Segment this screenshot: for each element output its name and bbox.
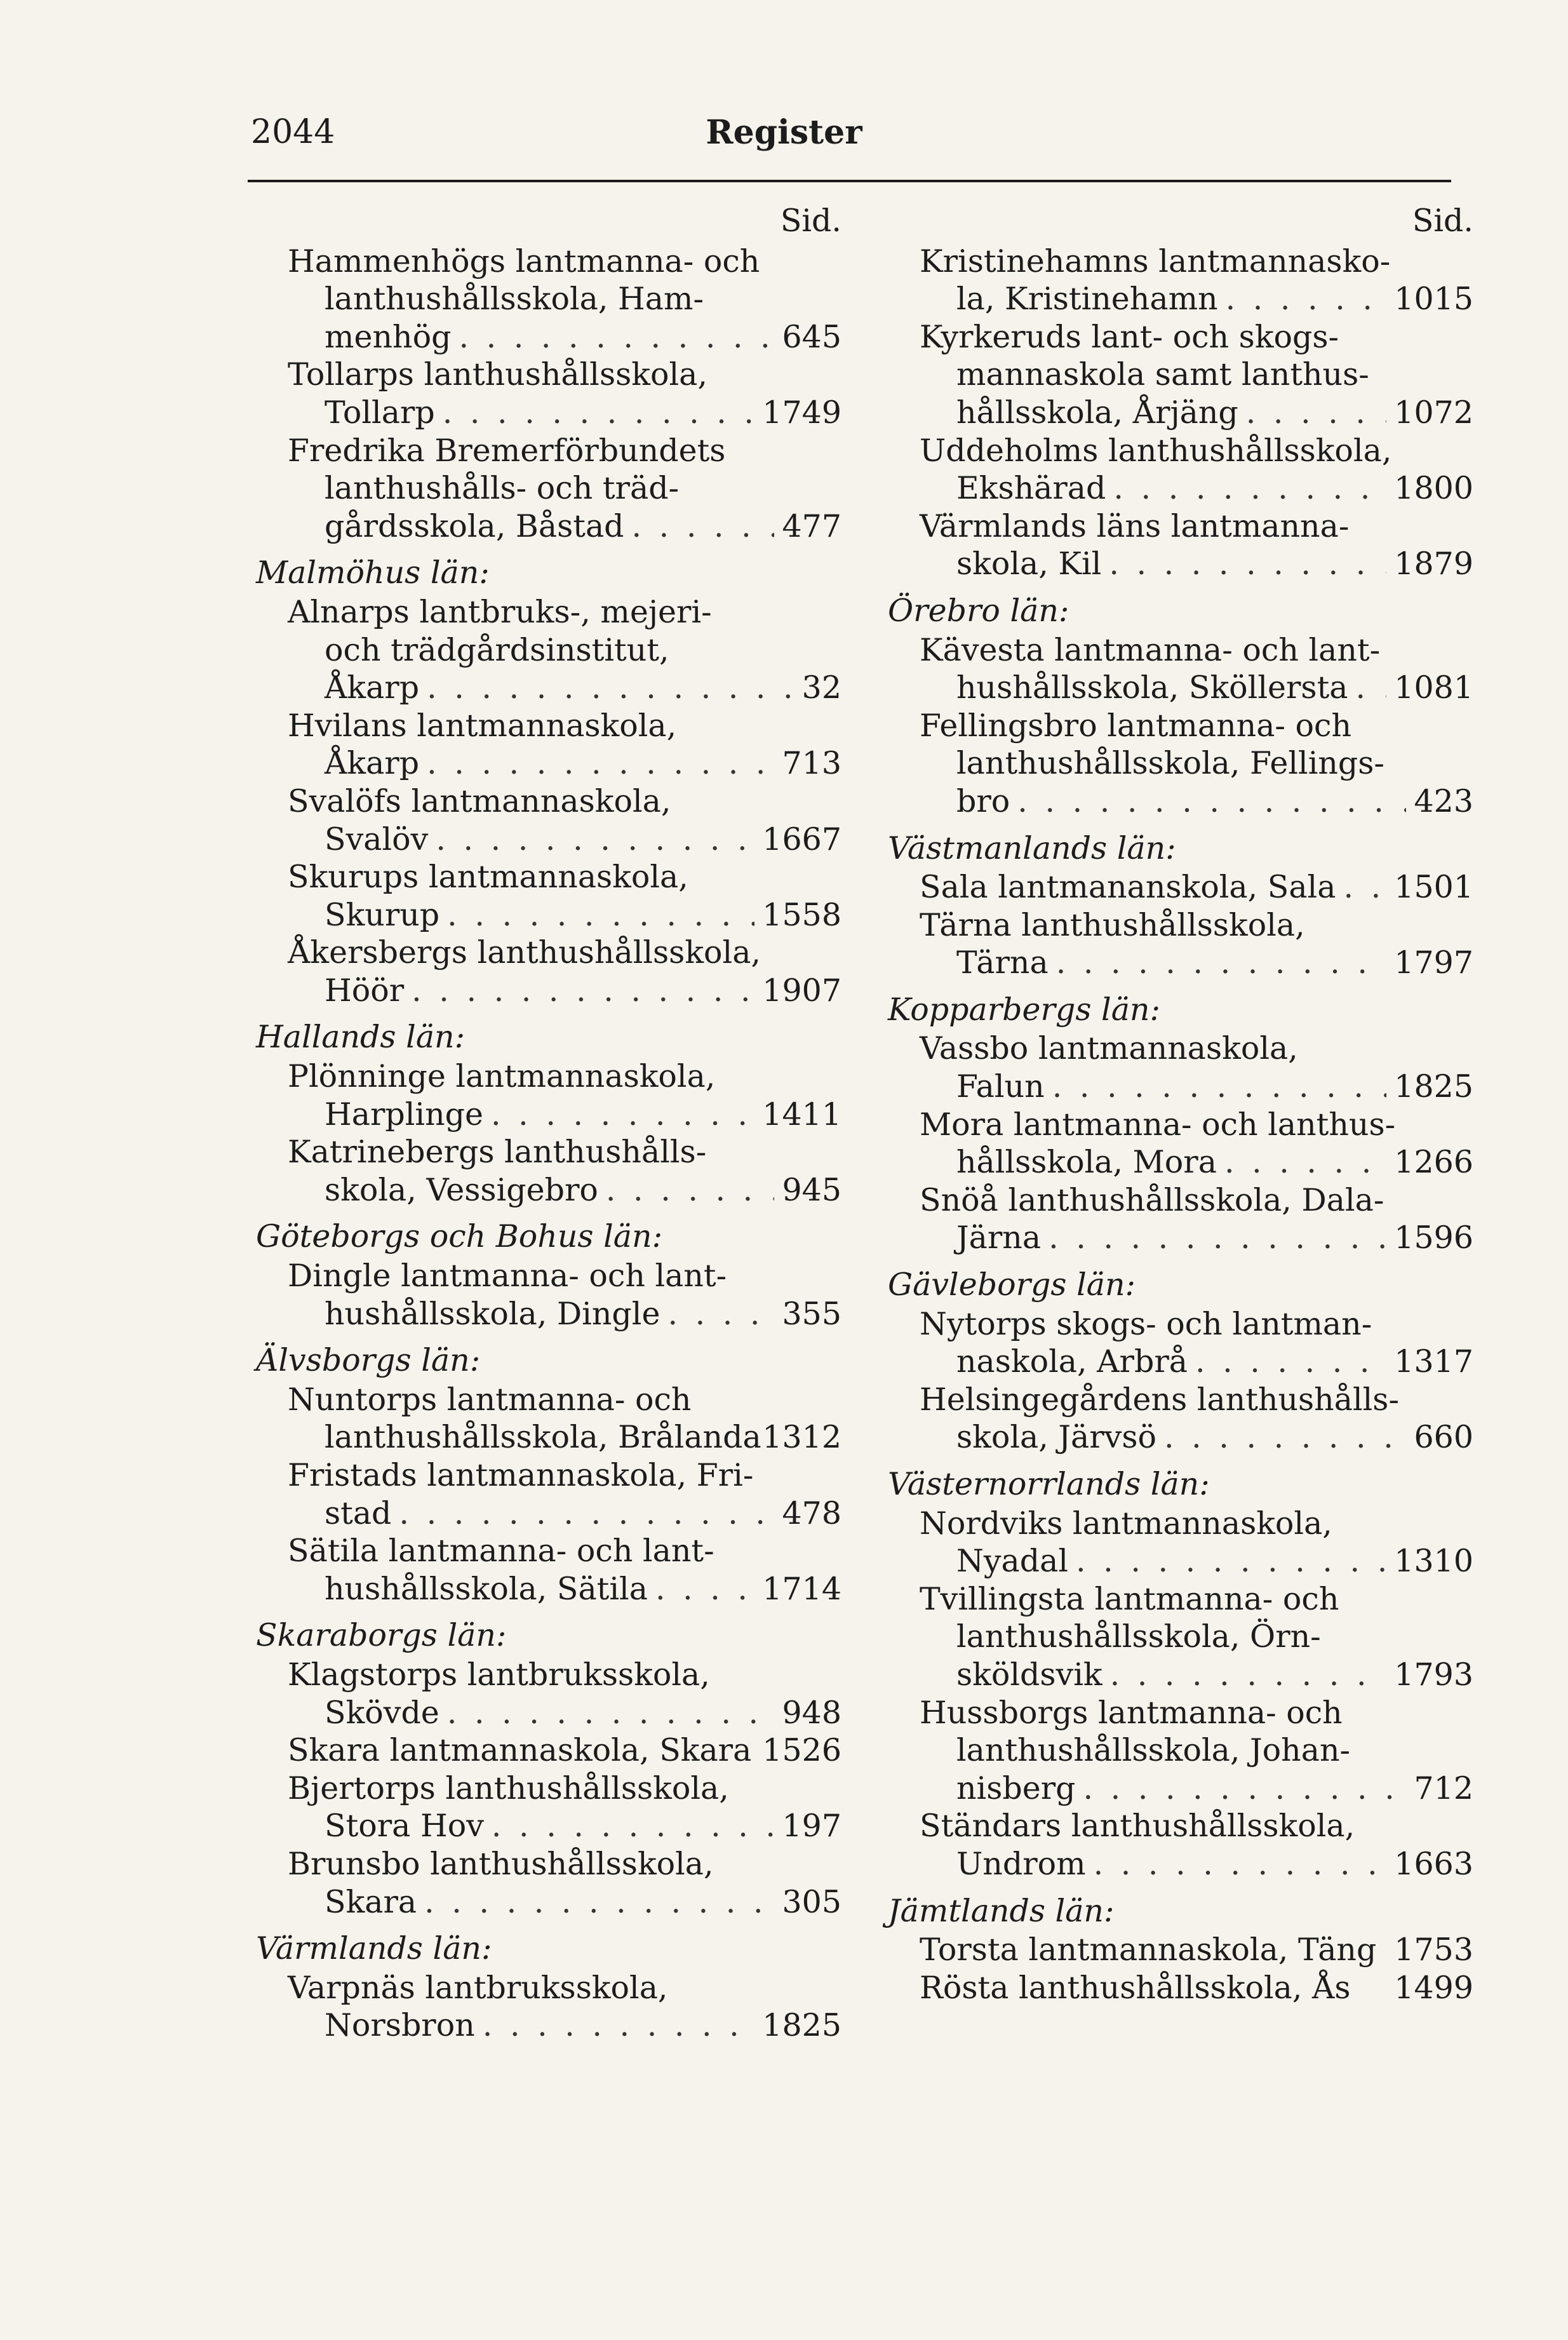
entry-text-line: Sala lantmananskola, Sala bbox=[920, 869, 1336, 906]
page-ref: 1596 bbox=[1394, 1220, 1473, 1256]
dot-leader bbox=[447, 896, 754, 934]
index-entry bbox=[251, 1381, 841, 1456]
index-entry bbox=[883, 1305, 1473, 1381]
index-entry bbox=[883, 906, 1473, 982]
entry-text-line: Vassbo lantmannaskola, bbox=[920, 1030, 1298, 1067]
entry-text-line: Nordviks lantmannaskola, bbox=[920, 1505, 1332, 1542]
index-entry bbox=[251, 356, 841, 431]
index-entry bbox=[251, 243, 841, 356]
entry-text-line: Kävesta lantmanna- och lant- bbox=[920, 631, 1381, 668]
index-entry bbox=[251, 1656, 841, 1731]
entry-text-line: Plönninge lantmannaskola, bbox=[288, 1058, 716, 1095]
dot-leader bbox=[1164, 1418, 1406, 1456]
entry-text-line: Varpnäs lantbruksskola, bbox=[288, 1969, 668, 2006]
dot-leader bbox=[655, 1570, 754, 1608]
dot-leader bbox=[447, 1694, 775, 1732]
entry-text-line: och trädgårdsinstitut, bbox=[325, 631, 669, 668]
index-column-right bbox=[883, 202, 1473, 2007]
page-ref: 1667 bbox=[762, 821, 841, 857]
dot-leader bbox=[492, 1807, 775, 1845]
entry-text-line: Rösta lanthushållsskola, Ås bbox=[920, 1969, 1351, 2006]
entry-text-line: Torsta lantmannaskola, Täng bbox=[920, 1932, 1377, 1968]
page-ref: 713 bbox=[782, 745, 841, 782]
header-rule bbox=[248, 180, 1451, 182]
dot-leader bbox=[399, 1495, 774, 1533]
page-ref: 1797 bbox=[1394, 945, 1473, 981]
entry-text-line: Skurup bbox=[325, 896, 440, 933]
page-ref: 1825 bbox=[762, 2007, 841, 2044]
page-ref: 197 bbox=[782, 1808, 841, 1845]
index-entry bbox=[251, 858, 841, 934]
county-heading: Älvsborgs län: bbox=[256, 1342, 481, 1379]
entry-text-line: sköldsvik bbox=[956, 1656, 1102, 1693]
county-heading: Malmöhus län: bbox=[256, 555, 490, 591]
entry-text-line: menhög bbox=[325, 318, 452, 355]
entry-text-line: Brunsbo lanthushållsskola, bbox=[288, 1845, 714, 1882]
county-heading: Västmanlands län: bbox=[888, 830, 1176, 866]
entry-text-line: nisberg bbox=[956, 1770, 1076, 1806]
entry-text-line: Mora lantmanna- och lanthus- bbox=[920, 1106, 1396, 1143]
dot-leader bbox=[1052, 1068, 1387, 1106]
page-ref: 305 bbox=[782, 1883, 841, 1920]
page-ref: 1266 bbox=[1394, 1144, 1473, 1181]
entry-text-line: Kristinehamns lantmannasko- bbox=[920, 243, 1391, 279]
entry-text-line: naskola, Arbrå bbox=[956, 1343, 1188, 1380]
index-entry bbox=[883, 1030, 1473, 1105]
index-entry bbox=[251, 1770, 841, 1845]
entry-text-line: Klagstorps lantbruksskola, bbox=[288, 1656, 710, 1693]
entry-text-line: hushållsskola, Sköllersta bbox=[956, 669, 1348, 706]
dot-leader bbox=[1195, 1343, 1386, 1381]
page-ref: 1714 bbox=[762, 1570, 841, 1607]
index-entry bbox=[883, 508, 1473, 583]
index-entry bbox=[251, 1257, 841, 1333]
index-entry bbox=[251, 1133, 841, 1209]
county-heading: Västernorrlands län: bbox=[888, 1466, 1210, 1502]
page-ref: 1879 bbox=[1394, 546, 1473, 582]
index-entry bbox=[883, 318, 1473, 432]
entry-text-line: skola, Vessigebro bbox=[325, 1171, 598, 1208]
entry-text-line: lanthushållsskola, Fellings- bbox=[956, 745, 1384, 782]
dot-leader bbox=[1224, 1143, 1386, 1181]
entry-text-line: Svalöv bbox=[325, 821, 429, 857]
county-heading: Hallands län: bbox=[256, 1019, 466, 1056]
index-entry bbox=[251, 1532, 841, 1608]
dot-leader bbox=[436, 821, 754, 859]
page-ref: 1907 bbox=[762, 972, 841, 1009]
entry-text-line: Uddeholms lanthushållsskola, bbox=[920, 432, 1392, 469]
dot-leader bbox=[632, 508, 775, 546]
index-entry bbox=[883, 1181, 1473, 1257]
entry-text-line: Hussborgs lantmanna- och bbox=[920, 1694, 1343, 1731]
entry-text-line: Tvillingsta lantmanna- och bbox=[920, 1580, 1339, 1617]
entry-text-line: Skövde bbox=[325, 1694, 439, 1731]
entry-text-line: Höör bbox=[325, 972, 405, 1009]
dot-leader bbox=[427, 744, 774, 783]
entry-text-line: Kyrkeruds lant- och skogs- bbox=[920, 318, 1339, 355]
page-ref: 948 bbox=[782, 1694, 841, 1731]
page-ref: 1663 bbox=[1394, 1845, 1473, 1882]
entry-text-line: Bjertorps lanthushållsskola, bbox=[288, 1770, 729, 1806]
county-heading: Värmlands län: bbox=[256, 1930, 492, 1967]
entry-text-line: Falun bbox=[956, 1068, 1045, 1105]
entry-text-line: lanthushållsskola, Ham- bbox=[325, 281, 704, 318]
page-ref: 32 bbox=[801, 669, 841, 706]
county-heading: Jämtlands län: bbox=[888, 1892, 1115, 1929]
entry-text-line: Järna bbox=[956, 1220, 1042, 1256]
page-ref: 1753 bbox=[1394, 1932, 1473, 1968]
index-entry bbox=[883, 1106, 1473, 1181]
index-entry bbox=[251, 593, 841, 707]
index-entry bbox=[251, 783, 841, 858]
page-ref: 478 bbox=[782, 1495, 841, 1531]
entry-text-line: la, Kristinehamn bbox=[956, 281, 1218, 318]
index-entry bbox=[251, 1456, 841, 1532]
entry-text-line: hållsskola, Årjäng bbox=[956, 394, 1238, 431]
entry-text-line: Skara bbox=[325, 1883, 417, 1920]
entry-text-line: Hvilans lantmannaskola, bbox=[288, 707, 677, 744]
dot-leader bbox=[1083, 1770, 1407, 1808]
page-ref: 1310 bbox=[1394, 1543, 1473, 1580]
dot-leader bbox=[1246, 394, 1387, 432]
page-ref: 712 bbox=[1414, 1770, 1473, 1806]
entry-text-line: Tärna bbox=[956, 945, 1049, 981]
page-ref: 1558 bbox=[762, 896, 841, 933]
entry-text-line: Undrom bbox=[956, 1845, 1086, 1882]
dot-leader bbox=[1110, 1656, 1387, 1694]
entry-text-line: Värmlands läns lantmanna- bbox=[920, 508, 1350, 544]
entry-text-line: Ständars lanthushållsskola, bbox=[920, 1808, 1355, 1845]
entry-text-line: Fellingsbro lantmanna- och bbox=[920, 707, 1352, 744]
page-ref: 1015 bbox=[1394, 281, 1473, 318]
page-ref: 645 bbox=[782, 318, 841, 355]
entry-text-line: Hammenhögs lantmanna- och bbox=[288, 243, 760, 279]
page-ref: 1499 bbox=[1394, 1969, 1473, 2006]
dot-leader bbox=[1226, 280, 1387, 318]
page-ref: 423 bbox=[1414, 783, 1473, 819]
dot-leader bbox=[1094, 1845, 1387, 1883]
dot-leader bbox=[424, 1883, 774, 1921]
page-ref: 1081 bbox=[1394, 669, 1473, 706]
index-entry bbox=[883, 243, 1473, 318]
dot-leader bbox=[606, 1171, 775, 1209]
page-ref: 1501 bbox=[1394, 869, 1473, 906]
dot-leader bbox=[1056, 944, 1387, 982]
entry-text-line: Helsingegårdens lanthushålls- bbox=[920, 1381, 1400, 1418]
dot-leader bbox=[1109, 545, 1386, 583]
entry-text-line: Dingle lantmanna- och lant- bbox=[288, 1258, 727, 1294]
dot-leader bbox=[667, 1295, 774, 1333]
page-ref: 1317 bbox=[1394, 1343, 1473, 1380]
index-entry bbox=[883, 1580, 1473, 1694]
index-entry bbox=[883, 1381, 1473, 1456]
index-entry bbox=[883, 432, 1473, 508]
index-entry bbox=[883, 1931, 1473, 1969]
index-entry bbox=[251, 1058, 841, 1133]
entry-text-line: lanthushållsskola, Örn- bbox=[956, 1618, 1321, 1655]
dot-leader bbox=[1343, 868, 1386, 906]
county-heading: Gävleborgs län: bbox=[888, 1267, 1136, 1303]
dot-leader bbox=[412, 972, 754, 1010]
county-heading: Göteborgs och Bohus län: bbox=[256, 1218, 663, 1255]
entry-text-line: stad bbox=[325, 1495, 392, 1531]
entry-text-line: lanthushålls- och träd- bbox=[325, 470, 680, 507]
sid-label: Sid. bbox=[780, 203, 841, 239]
entry-text-line: gårdsskola, Båstad bbox=[325, 508, 624, 544]
index-entry bbox=[251, 1845, 841, 1921]
index-entry bbox=[883, 1505, 1473, 1580]
entry-text-line: hållsskola, Mora bbox=[956, 1144, 1217, 1181]
entry-text-line: Norsbron bbox=[325, 2007, 475, 2044]
dot-leader bbox=[1017, 783, 1406, 821]
entry-text-line: Katrinebergs lanthushålls- bbox=[288, 1134, 707, 1171]
page-ref: 1072 bbox=[1394, 394, 1473, 431]
county-heading: Örebro län: bbox=[888, 592, 1069, 629]
page-ref: 1749 bbox=[762, 394, 841, 431]
dot-leader bbox=[1049, 1219, 1386, 1257]
entry-text-line: Snöå lanthushållsskola, Dala- bbox=[920, 1181, 1384, 1218]
entry-text-line: skola, Kil bbox=[956, 546, 1102, 582]
county-heading: Skaraborgs län: bbox=[256, 1617, 507, 1654]
page-number: 2044 bbox=[251, 113, 335, 151]
dot-leader bbox=[427, 669, 794, 707]
entry-text-line: Ekshärad bbox=[956, 470, 1106, 507]
index-entry bbox=[883, 631, 1473, 707]
entry-text-line: Sätila lantmanna- och lant- bbox=[288, 1533, 714, 1570]
page-ref: 1793 bbox=[1394, 1656, 1473, 1693]
page-ref: 1800 bbox=[1394, 470, 1473, 507]
dot-leader bbox=[1076, 1542, 1386, 1580]
dot-leader bbox=[459, 318, 774, 356]
entry-text-line: lanthushållsskola, Brålanda bbox=[325, 1419, 761, 1456]
entry-text-line: bro bbox=[956, 783, 1010, 819]
entry-text-line: hushållsskola, Dingle bbox=[325, 1295, 660, 1332]
entry-text-line: hushållsskola, Sätila bbox=[325, 1570, 648, 1607]
entry-text-line: Nuntorps lantmanna- och bbox=[288, 1381, 692, 1418]
entry-text-line: Åkarp bbox=[325, 669, 420, 706]
entry-text-line: Åkarp bbox=[325, 745, 420, 782]
entry-text-line: Harplinge bbox=[325, 1096, 484, 1133]
dot-leader bbox=[1355, 669, 1386, 707]
entry-text-line: lanthushållsskola, Johan- bbox=[956, 1732, 1351, 1769]
index-column-left bbox=[251, 202, 841, 2045]
index-entry bbox=[883, 1969, 1473, 2007]
entry-text-line: Åkersbergs lanthushållsskola, bbox=[288, 934, 761, 971]
entry-text-line: Tärna lanthushållsskola, bbox=[920, 906, 1305, 943]
entry-text-line: Fristads lantmannaskola, Fri- bbox=[288, 1457, 754, 1493]
dot-leader bbox=[483, 2007, 755, 2045]
index-entry bbox=[883, 707, 1473, 821]
page-ref: 355 bbox=[782, 1295, 841, 1332]
page-ref: 477 bbox=[782, 508, 841, 544]
index-entry bbox=[251, 707, 841, 783]
running-head: Register bbox=[706, 113, 862, 152]
index-entry bbox=[883, 868, 1473, 906]
sid-label: Sid. bbox=[1412, 203, 1473, 239]
entry-text-line: Nyadal bbox=[956, 1543, 1069, 1580]
page-ref: 1411 bbox=[762, 1096, 841, 1133]
entry-text-line: skola, Järvsö bbox=[956, 1419, 1156, 1456]
index-entry bbox=[251, 1969, 841, 2045]
entry-text-line: mannaskola samt lanthus- bbox=[956, 356, 1369, 393]
index-entry bbox=[883, 1694, 1473, 1808]
page-ref: 660 bbox=[1414, 1419, 1473, 1456]
page-ref: 1825 bbox=[1394, 1068, 1473, 1105]
page-ref: 945 bbox=[782, 1171, 841, 1208]
index-entry bbox=[883, 1807, 1473, 1883]
page-ref: 1312 bbox=[762, 1419, 841, 1456]
index-entry bbox=[251, 432, 841, 546]
dot-leader bbox=[1113, 469, 1386, 508]
index-entry bbox=[251, 934, 841, 1009]
entry-text-line: Alnarps lantbruks-, mejeri- bbox=[288, 593, 712, 630]
entry-text-line: Skara lantmannaskola, Skara bbox=[288, 1732, 752, 1769]
entry-text-line: Skurups lantmannaskola, bbox=[288, 859, 688, 896]
entry-text-line: Svalöfs lantmannaskola, bbox=[288, 783, 671, 819]
entry-text-line: Stora Hov bbox=[325, 1808, 484, 1845]
county-heading: Kopparbergs län: bbox=[888, 991, 1160, 1028]
dot-leader bbox=[443, 394, 755, 432]
dot-leader bbox=[491, 1096, 754, 1134]
entry-text-line: Fredrika Bremerförbundets bbox=[288, 432, 726, 469]
index-entry bbox=[251, 1731, 841, 1770]
entry-text-line: Tollarp bbox=[325, 394, 435, 431]
entry-text-line: Tollarps lanthushållsskola, bbox=[288, 356, 707, 393]
entry-text-line: Nytorps skogs- och lantman- bbox=[920, 1305, 1372, 1342]
page-ref: 1526 bbox=[762, 1732, 841, 1769]
